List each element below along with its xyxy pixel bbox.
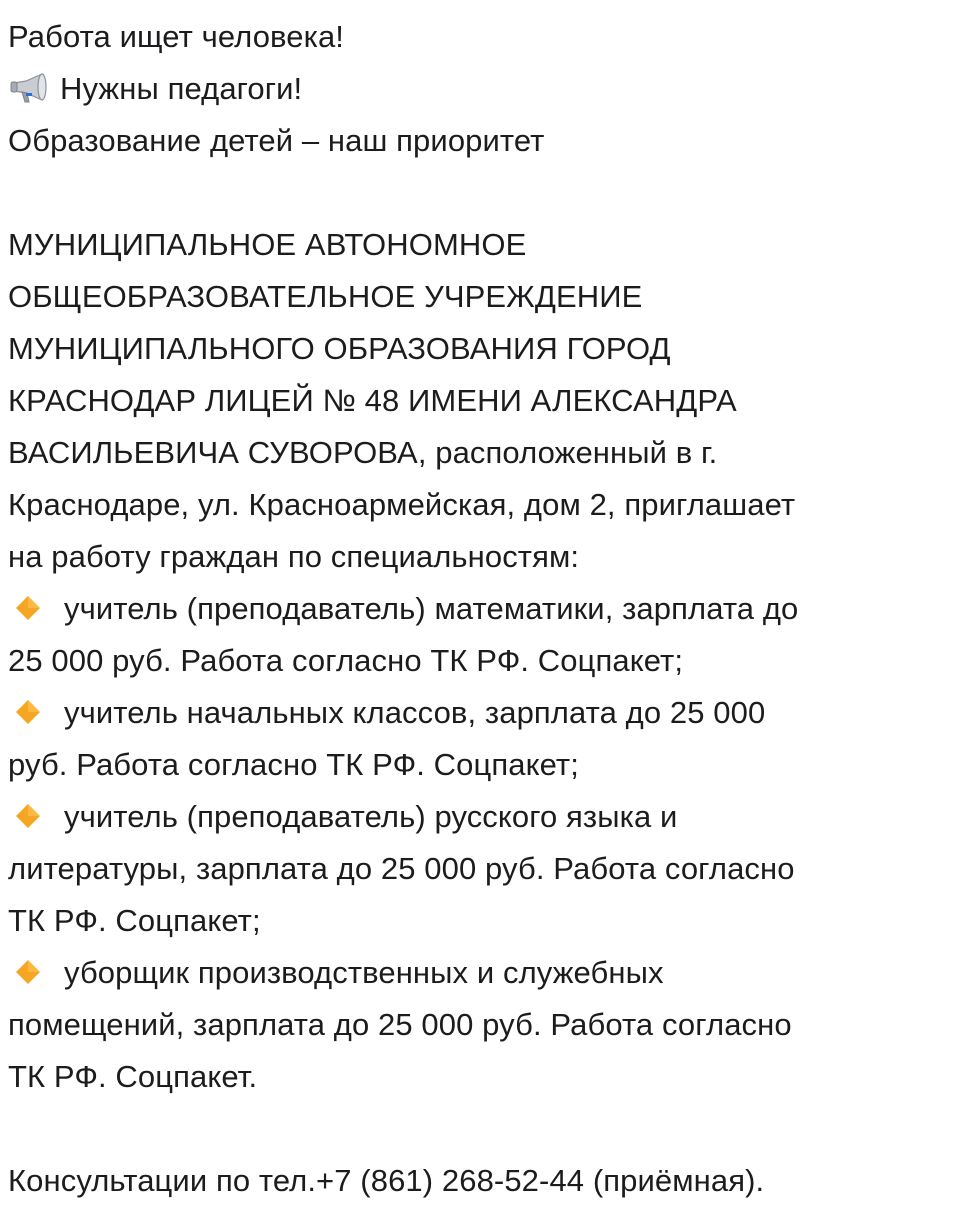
vacancy-text: учитель (преподаватель) математики, зарплата до (64, 591, 799, 626)
contact-phone: Консультации по тел.+7 (861) 268-52-44 (приёмная). (8, 1163, 765, 1198)
vacancy-first-line (8, 687, 953, 739)
blank-line (8, 167, 953, 219)
orange-diamond-icon (14, 698, 42, 726)
vacancy-text: руб. Работа согласно ТК РФ. Соцпакет; (8, 747, 579, 782)
org-line: Краснодаре, ул. Красноармейская, дом 2, приглашает (8, 487, 796, 522)
org-line: ОБЩЕОБРАЗОВАТЕЛЬНОЕ УЧРЕЖДЕНИЕ (8, 279, 643, 314)
post-body (8, 11, 953, 1207)
org-line: МУНИЦИПАЛЬНОГО ОБРАЗОВАНИЯ ГОРОД (8, 331, 671, 366)
vacancy-text: учитель (преподаватель) русского языка и (64, 799, 678, 834)
vacancy-item (8, 687, 953, 791)
vacancy-text: ТК РФ. Соцпакет. (8, 1059, 258, 1094)
slogan: Образование детей – наш приоритет (8, 123, 545, 158)
announce-text: Нужны педагоги! (60, 71, 303, 106)
org-line: КРАСНОДАР ЛИЦЕЙ № 48 ИМЕНИ АЛЕКСАНДРА (8, 383, 737, 418)
vacancy-item (8, 947, 953, 1103)
post-heading: Работа ищет человека! (8, 19, 345, 54)
org-line: ВАСИЛЬЕВИЧА СУВОРОВА, расположенный в г. (8, 435, 718, 470)
org-line: МУНИЦИПАЛЬНОЕ АВТОНОМНОЕ (8, 227, 527, 262)
vacancy-text: уборщик производственных и служебных (64, 955, 664, 990)
vacancy-text: учитель начальных классов, зарплата до 25 000 (64, 695, 766, 730)
vacancy-item (8, 791, 953, 947)
blank-line (8, 1103, 953, 1155)
announce-line (8, 63, 953, 115)
vacancy-item (8, 583, 953, 687)
megaphone-icon (8, 69, 52, 103)
orange-diamond-icon (14, 802, 42, 830)
vacancy-text: ТК РФ. Соцпакет; (8, 903, 261, 938)
organization-paragraph (8, 219, 953, 583)
vacancy-first-line (8, 583, 953, 635)
vacancy-text: помещений, зарплата до 25 000 руб. Работа согласно (8, 1007, 792, 1042)
org-line: на работу граждан по специальностям: (8, 539, 580, 574)
orange-diamond-icon (14, 958, 42, 986)
vacancy-text: 25 000 руб. Работа согласно ТК РФ. Соцпакет; (8, 643, 684, 678)
vacancy-text: литературы, зарплата до 25 000 руб. Работа согласно (8, 851, 795, 886)
orange-diamond-icon (14, 594, 42, 622)
vacancy-first-line (8, 791, 953, 843)
vacancy-first-line (8, 947, 953, 999)
